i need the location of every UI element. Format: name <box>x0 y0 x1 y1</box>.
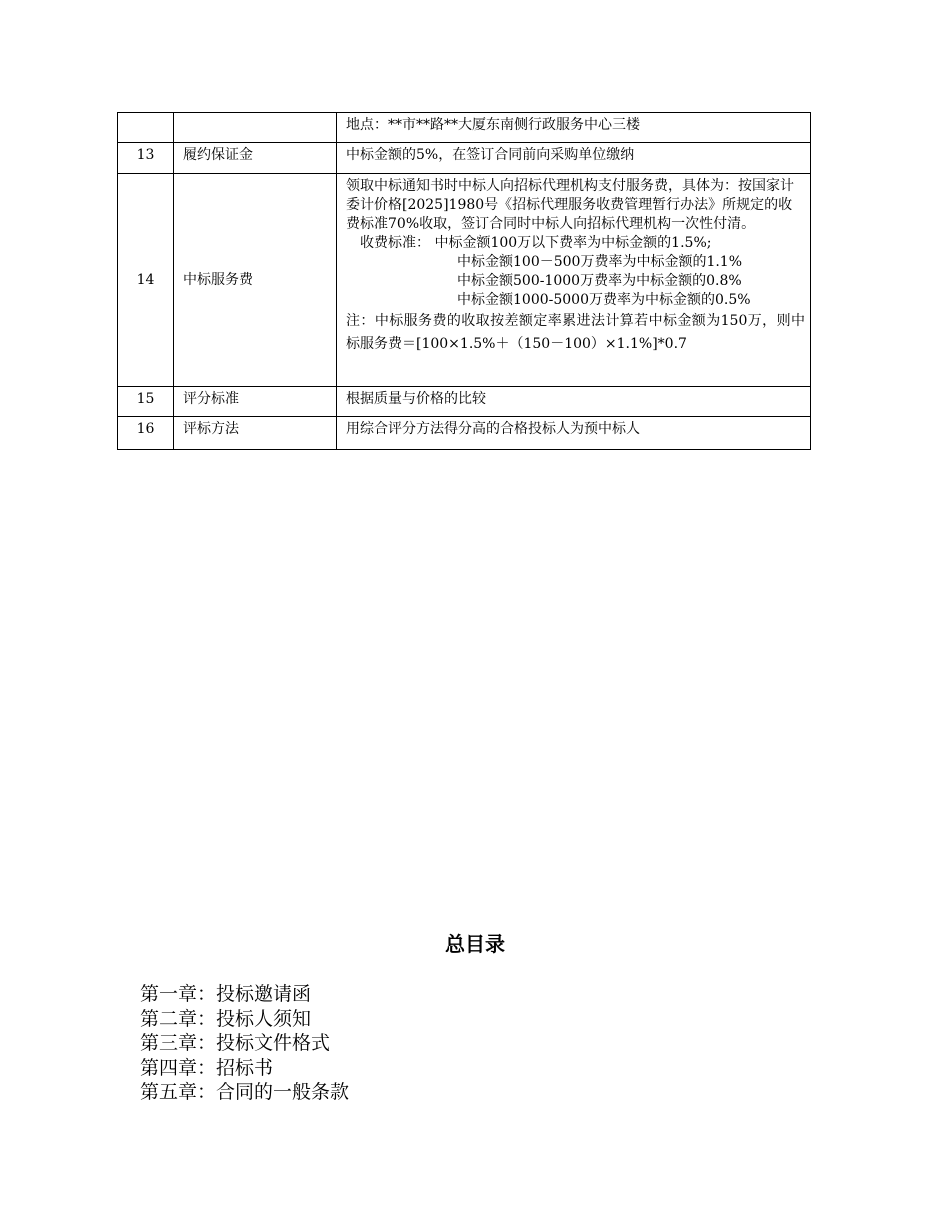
fee-standard-line <box>346 234 805 253</box>
toc-item[interactable]: 第四章：招标书 <box>140 1056 274 1079</box>
table-row <box>118 174 811 387</box>
toc-item[interactable]: 第五章：合同的一般条款 <box>140 1081 350 1103</box>
table-row <box>118 113 811 143</box>
row-number-cell: 15 <box>118 387 174 417</box>
toc-item[interactable]: 第三章：投标文件格式 <box>140 1032 331 1054</box>
fee-standard-item: 中标金额100－500万费率为中标金额的1.1% <box>457 254 743 270</box>
fee-standard-label: 收费标准： <box>360 235 430 251</box>
row-item-name-cell: 履约保证金 <box>174 143 337 174</box>
service-fee-note: 注：中标服务费的收取按差额定率累进法计算若中标金额为150万，则中标服务费＝[100×1.5%＋（150－100）×1.1%]*0.7 <box>346 313 805 352</box>
table-row <box>118 143 811 174</box>
tender-info-table <box>117 112 811 450</box>
row-number-cell: 16 <box>118 417 174 450</box>
row-item-name-cell: 中标服务费 <box>174 174 337 387</box>
toc-item[interactable]: 第二章：投标人须知 <box>140 1007 312 1030</box>
row-number-cell: 13 <box>118 143 174 174</box>
table-row <box>118 387 811 417</box>
row-item-name-cell: 评分标准 <box>174 387 337 417</box>
service-fee-content-cell <box>337 174 811 387</box>
row-number-cell <box>118 113 174 143</box>
table-row <box>118 417 811 450</box>
fee-standard-item: 中标金额100万以下费率为中标金额的1.5%; <box>434 235 712 251</box>
fee-standard-item: 中标金额1000-5000万费率为中标金额的0.5% <box>457 292 751 308</box>
row-content-cell: 根据质量与价格的比较 <box>337 387 811 417</box>
toc-item[interactable]: 第一章：投标邀请函 <box>140 983 312 1005</box>
row-content-cell: 中标金额的5%，在签订合同前向采购单位缴纳 <box>337 143 811 174</box>
toc-list <box>140 982 349 1105</box>
row-item-name-cell <box>174 113 337 143</box>
toc-title: 总目录 <box>445 932 505 956</box>
fee-standard-item: 中标金额500-1000万费率为中标金额的0.8% <box>457 273 742 289</box>
row-content-cell: 地点：**市**路**大厦东南侧行政服务中心三楼 <box>337 113 811 143</box>
row-content-cell: 用综合评分方法得分高的合格投标人为预中标人 <box>337 417 811 450</box>
row-number-cell: 14 <box>118 174 174 387</box>
service-fee-intro: 领取中标通知书时中标人向招标代理机构支付服务费，具体为：按国家计委计价格[2025]1980号《招标代理服务收费管理暂行办法》所规定的收费标准70%收取，签订合同时中标人向招标代理机构一次性付清。 <box>346 178 794 232</box>
row-item-name-cell: 评标方法 <box>174 417 337 450</box>
